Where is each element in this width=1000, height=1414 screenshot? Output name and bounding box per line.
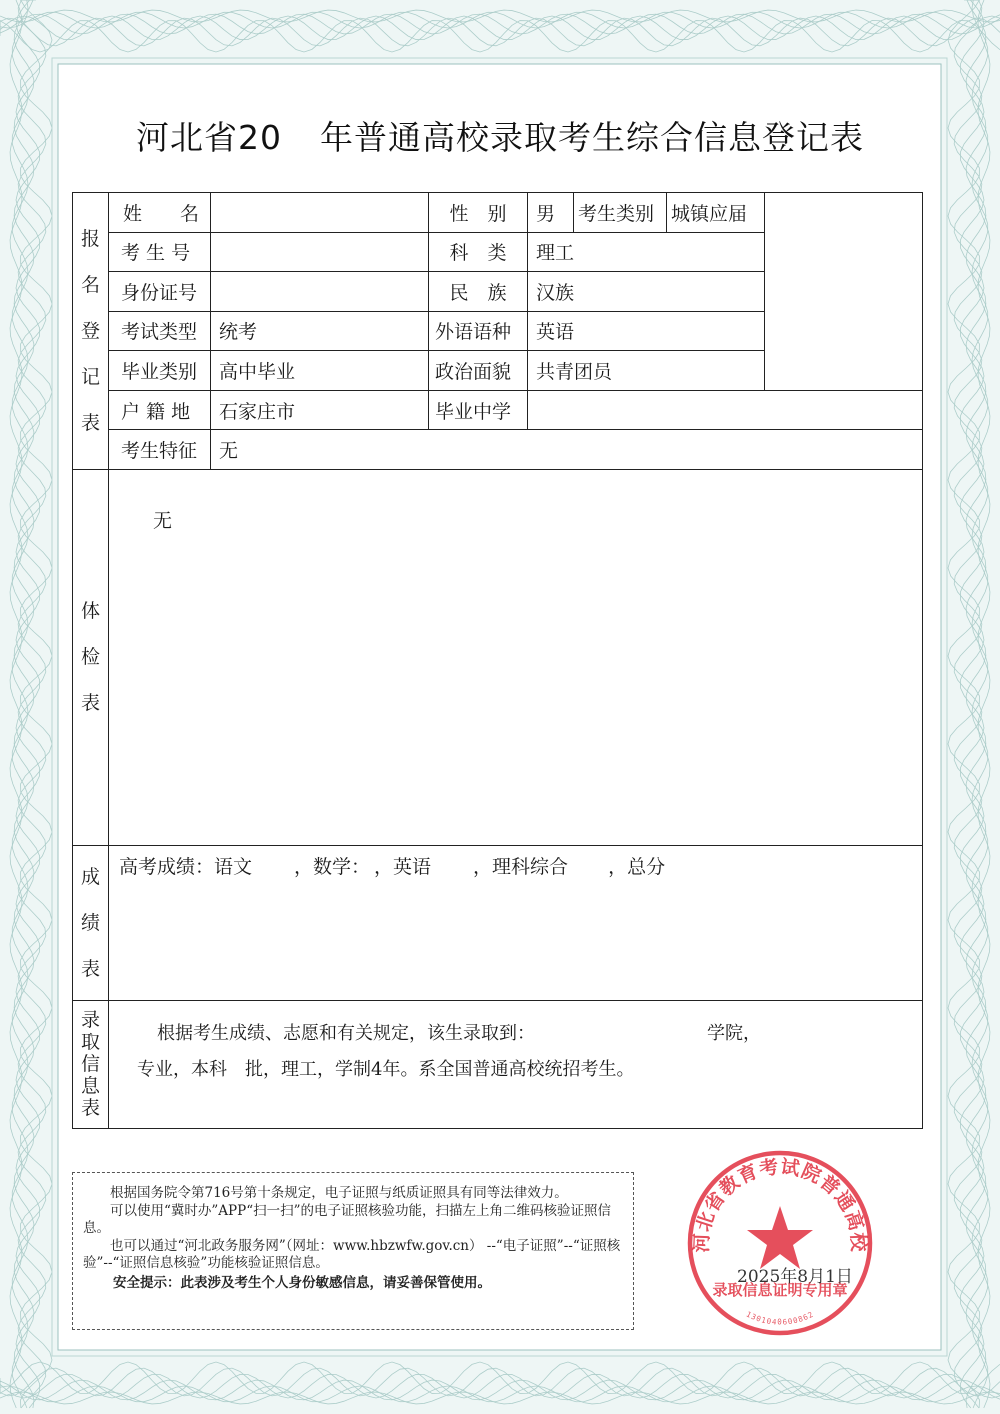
political-status-value: 共青团员	[528, 351, 765, 391]
gender-value: 男	[528, 193, 574, 233]
household-location-value: 石家庄市	[211, 390, 429, 430]
registration-form-table	[72, 192, 923, 1129]
scores-content	[109, 845, 923, 1000]
section-label-scores: 成 绩 表	[73, 845, 109, 1000]
score-line	[119, 852, 914, 879]
notice-paragraph-3: 也可以通过“河北政务服务网”（网址：www.hbzwfw.gov.cn） --“电子证照”--“证照核验”--“证照信息核验”功能核验证照信息。	[83, 1237, 621, 1271]
score-math: ，数学：	[294, 855, 371, 878]
document-title: 河北省20 年普通高校录取考生综合信息登记表	[136, 118, 864, 157]
candidate-category-value: 城镇应届	[667, 193, 765, 233]
exam-type-value: 统考	[211, 311, 429, 351]
candidate-features-value: 无	[211, 430, 923, 470]
admission-line-1: 根据考生成绩、志愿和有关规定，该生录取到： 学院，	[157, 1022, 761, 1044]
health-content	[109, 469, 923, 845]
photo-area	[765, 193, 923, 391]
name-value	[211, 193, 429, 233]
admission-content	[109, 1000, 923, 1128]
ethnicity-label: 民 族	[429, 272, 528, 312]
section-label-admission: 录 取 信 息 表	[73, 1000, 109, 1128]
political-status-label: 政治面貌	[429, 351, 528, 391]
health-value: 无	[153, 509, 173, 532]
id-number-label: 身份证号	[109, 272, 211, 312]
security-warning: 安全提示：此表涉及考生个人身份敏感信息，请妥善保管使用。	[113, 1274, 491, 1291]
household-location-label: 户 籍 地	[109, 390, 211, 430]
svg-text:1301040600862: 1301040600862	[744, 1309, 816, 1327]
graduation-type-label: 毕业类别	[109, 351, 211, 391]
name-label: 姓 名	[109, 193, 211, 233]
notice-paragraph-1: 根据国务院令第716号第十条规定，电子证照与纸质证照具有同等法律效力。	[83, 1185, 568, 1201]
foreign-language-value: 英语	[528, 311, 765, 351]
score-chinese: 高考成绩：语文	[119, 855, 253, 878]
graduating-school-label: 毕业中学	[429, 390, 528, 430]
id-number-value	[211, 272, 429, 312]
issue-date: 2025年8月1日	[737, 1267, 853, 1287]
svg-text:河北省教育考试院普通高校: 河北省教育考试院普通高校	[690, 1155, 870, 1253]
score-total: ，总分	[608, 855, 666, 878]
admission-line-2: 专业，本科 批，理工，学制4年。系全国普通高校统招考生。	[137, 1058, 635, 1080]
official-seal	[685, 1148, 875, 1338]
legal-notice-box	[72, 1172, 634, 1330]
notice-paragraph-2: 可以使用“冀时办”APP“扫一扫”的电子证照核验功能，扫描左上角二维码核验证照信息。	[83, 1202, 612, 1236]
candidate-features-label: 考生特征	[109, 430, 211, 470]
exam-type-label: 考试类型	[109, 311, 211, 351]
candidate-number-value	[211, 232, 429, 272]
foreign-language-label: 外语语种	[429, 311, 528, 351]
gender-label: 性 别	[429, 193, 528, 233]
subject-type-label: 科 类	[429, 232, 528, 272]
ethnicity-value: 汉族	[528, 272, 765, 312]
section-label-registration: 报 名 登 记 表	[73, 193, 109, 470]
candidate-category-label: 考生类别	[574, 193, 667, 233]
section-label-health: 体 检 表	[73, 469, 109, 845]
subject-type-value: 理工	[528, 232, 765, 272]
score-english: ，英语	[374, 855, 432, 878]
score-science: ，理科综合	[473, 855, 569, 878]
svg-text:录取信息证明专用章: 录取信息证明专用章	[712, 1281, 848, 1299]
candidate-number-label: 考 生 号	[109, 232, 211, 272]
graduating-school-value	[528, 390, 923, 430]
graduation-type-value: 高中毕业	[211, 351, 429, 391]
